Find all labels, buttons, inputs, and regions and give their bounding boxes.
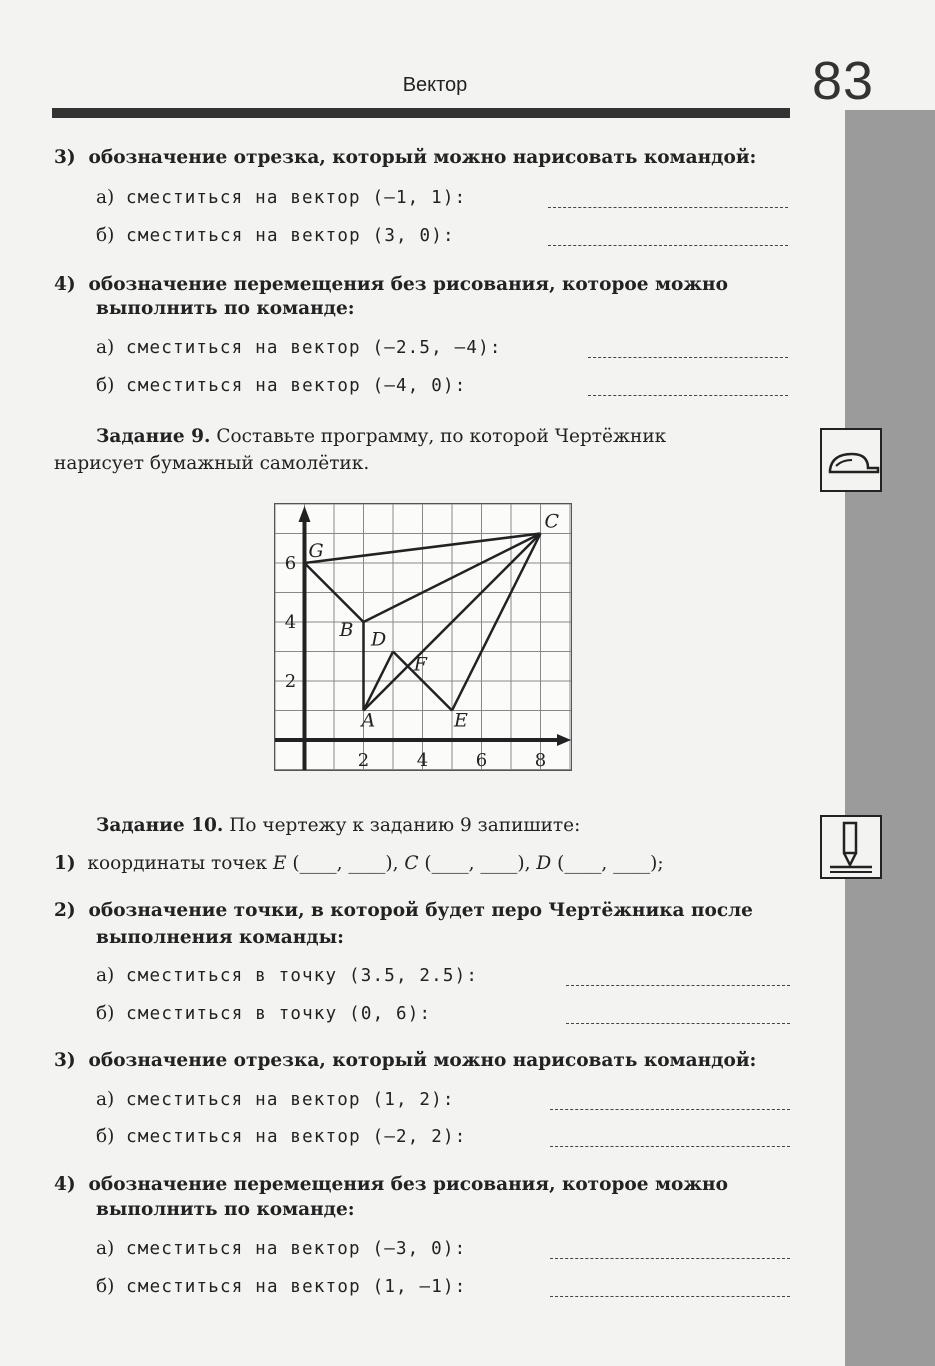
question-4a: а) сместиться на вектор (–2.5, –4):: [96, 337, 502, 358]
point-label: F: [413, 653, 427, 676]
question-4-line2: выполнить по команде:: [96, 1199, 355, 1220]
point-label: D: [371, 628, 387, 651]
question-3: 3) обозначение отрезка, который можно нарисовать командой:: [54, 147, 757, 168]
question-2b: б) сместиться в точку (0, 6):: [96, 1003, 432, 1024]
coordinate-plot: [274, 503, 572, 771]
answer-line[interactable]: [550, 1258, 790, 1259]
plot-canvas: [275, 504, 571, 770]
task10-heading: Задание 10. По чертежу к заданию 9 запишите:: [96, 815, 581, 836]
y-tick-label: 6: [284, 553, 297, 574]
x-tick-label: 6: [475, 750, 488, 770]
point-label: G: [308, 540, 324, 562]
question-3a: а) сместиться на вектор (–1, 1):: [96, 187, 467, 208]
x-tick-label: 4: [416, 750, 429, 770]
question-3a: а) сместиться на вектор (1, 2):: [96, 1089, 455, 1110]
header-rule: [52, 108, 790, 118]
y-tick-label: 2: [284, 671, 297, 692]
answer-line[interactable]: [550, 1109, 790, 1110]
page-number: 83: [812, 51, 875, 111]
point-label: C: [544, 510, 560, 533]
question-4a: а) сместиться на вектор (–3, 0):: [96, 1238, 467, 1259]
answer-line[interactable]: [588, 357, 788, 358]
question-2a: а) сместиться в точку (3.5, 2.5):: [96, 965, 479, 986]
computer-mouse-icon: [820, 428, 882, 492]
point-label: E: [454, 709, 468, 732]
answer-line[interactable]: [548, 207, 788, 208]
point-label: A: [361, 709, 376, 732]
point-label: B: [339, 619, 354, 641]
chapter-title: Вектор: [402, 74, 468, 96]
pen-down-icon: [820, 815, 882, 879]
margin-stripe: [845, 110, 935, 1366]
answer-line[interactable]: [548, 245, 788, 246]
answer-line[interactable]: [550, 1146, 790, 1147]
question-3b: б) сместиться на вектор (3, 0):: [96, 225, 455, 246]
question-2: 2) обозначение точки, в которой будет перо Чертёжника после: [54, 900, 753, 921]
answer-line[interactable]: [588, 395, 788, 396]
question-3: 3) обозначение отрезка, который можно нарисовать командой:: [54, 1050, 757, 1071]
answer-line[interactable]: [566, 985, 790, 986]
answer-line[interactable]: [550, 1296, 790, 1297]
x-axis-arrow: [557, 734, 571, 746]
question-4b: б) сместиться на вектор (–4, 0):: [96, 375, 467, 396]
question-4b: б) сместиться на вектор (1, –1):: [96, 1276, 467, 1297]
x-tick-label: 8: [534, 750, 547, 770]
question-2-line2: выполнения команды:: [96, 927, 345, 948]
question-4-line2: выполнить по команде:: [96, 298, 355, 319]
question-4: 4) обозначение перемещения без рисования, которое можно: [54, 1174, 728, 1195]
task9-line2: нарисует бумажный самолётик.: [54, 453, 370, 474]
y-tick-label: 4: [284, 612, 297, 633]
y-axis-arrow: [299, 506, 311, 522]
question-1: 1) координаты точек E (____, ____), C (____, ____), D (____, ____);: [54, 853, 664, 874]
x-tick-label: 2: [357, 750, 370, 770]
answer-line[interactable]: [566, 1023, 790, 1024]
question-4: 4) обозначение перемещения без рисования, которое можно: [54, 274, 728, 295]
question-3b: б) сместиться на вектор (–2, 2):: [96, 1126, 467, 1147]
task9-heading: Задание 9. Составьте программу, по которой Чертёжник: [96, 426, 667, 447]
